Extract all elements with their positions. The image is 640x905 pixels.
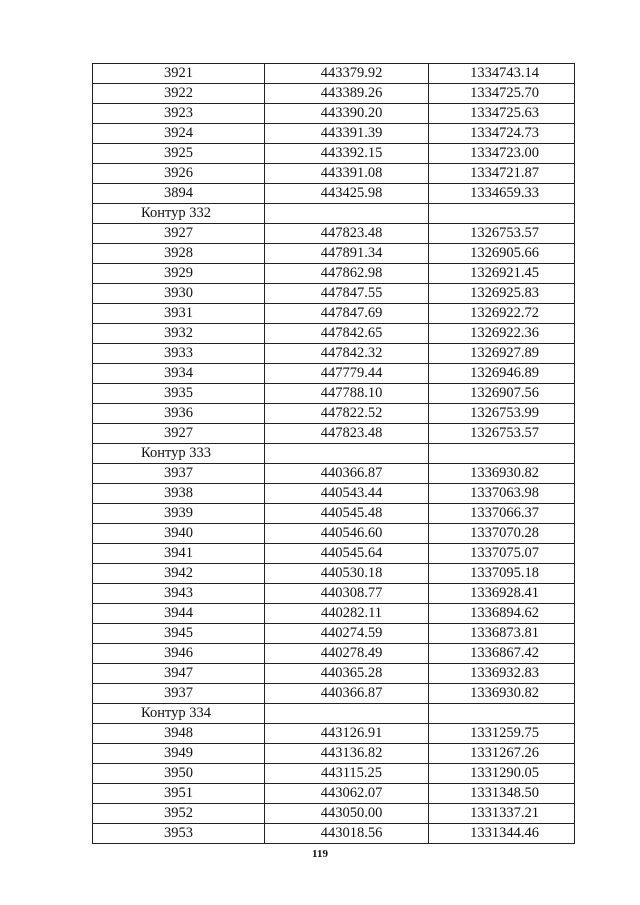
page-number: 119: [312, 848, 328, 860]
contour-header-row: [93, 204, 575, 224]
table-row: [93, 404, 575, 424]
x-coordinate-cell: 443115.25: [265, 764, 429, 784]
empty-cell: [265, 704, 429, 724]
x-coordinate-cell: 440274.59: [265, 624, 429, 644]
y-coordinate-cell: 1334725.70: [429, 84, 575, 104]
empty-cell: [429, 704, 575, 724]
y-coordinate-cell: 1336930.82: [429, 684, 575, 704]
y-coordinate-cell: 1336873.81: [429, 624, 575, 644]
y-coordinate-cell: 1326907.56: [429, 384, 575, 404]
table-row: [93, 384, 575, 404]
y-coordinate-cell: 1336932.83: [429, 664, 575, 684]
table-row: [93, 764, 575, 784]
table-row: [93, 744, 575, 764]
point-number-cell: 3926: [93, 164, 265, 184]
point-number-cell: 3894: [93, 184, 265, 204]
point-number-cell: 3922: [93, 84, 265, 104]
contour-label: Контур 332: [93, 204, 265, 224]
point-number-cell: 3949: [93, 744, 265, 764]
y-coordinate-cell: 1336930.82: [429, 464, 575, 484]
table-row: [93, 184, 575, 204]
x-coordinate-cell: 447862.98: [265, 264, 429, 284]
table-row: [93, 584, 575, 604]
y-coordinate-cell: 1336928.41: [429, 584, 575, 604]
y-coordinate-cell: 1331290.05: [429, 764, 575, 784]
point-number-cell: 3927: [93, 224, 265, 244]
point-number-cell: 3943: [93, 584, 265, 604]
y-coordinate-cell: 1334721.87: [429, 164, 575, 184]
point-number-cell: 3951: [93, 784, 265, 804]
table-row: [93, 164, 575, 184]
x-coordinate-cell: 440530.18: [265, 564, 429, 584]
y-coordinate-cell: 1331344.46: [429, 824, 575, 844]
y-coordinate-cell: 1336867.42: [429, 644, 575, 664]
x-coordinate-cell: 447823.48: [265, 224, 429, 244]
table-row: [93, 84, 575, 104]
table-row: [93, 344, 575, 364]
table-row: [93, 644, 575, 664]
point-number-cell: 3941: [93, 544, 265, 564]
coordinates-table-body: [93, 64, 575, 844]
table-row: [93, 464, 575, 484]
empty-cell: [429, 444, 575, 464]
point-number-cell: 3945: [93, 624, 265, 644]
x-coordinate-cell: 440545.64: [265, 544, 429, 564]
coordinates-table: [92, 63, 575, 844]
table-row: [93, 684, 575, 704]
x-coordinate-cell: 440366.87: [265, 464, 429, 484]
point-number-cell: 3935: [93, 384, 265, 404]
point-number-cell: 3952: [93, 804, 265, 824]
table-row: [93, 264, 575, 284]
y-coordinate-cell: 1326922.36: [429, 324, 575, 344]
empty-cell: [265, 204, 429, 224]
point-number-cell: 3932: [93, 324, 265, 344]
y-coordinate-cell: 1331337.21: [429, 804, 575, 824]
x-coordinate-cell: 447823.48: [265, 424, 429, 444]
y-coordinate-cell: 1326753.99: [429, 404, 575, 424]
y-coordinate-cell: 1334724.73: [429, 124, 575, 144]
x-coordinate-cell: 443391.39: [265, 124, 429, 144]
point-number-cell: 3930: [93, 284, 265, 304]
x-coordinate-cell: 443018.56: [265, 824, 429, 844]
point-number-cell: 3948: [93, 724, 265, 744]
table-row: [93, 144, 575, 164]
point-number-cell: 3937: [93, 684, 265, 704]
point-number-cell: 3950: [93, 764, 265, 784]
x-coordinate-cell: 443050.00: [265, 804, 429, 824]
table-row: [93, 784, 575, 804]
x-coordinate-cell: 447842.65: [265, 324, 429, 344]
x-coordinate-cell: 443390.20: [265, 104, 429, 124]
x-coordinate-cell: 447822.52: [265, 404, 429, 424]
x-coordinate-cell: 440308.77: [265, 584, 429, 604]
y-coordinate-cell: 1337066.37: [429, 504, 575, 524]
point-number-cell: 3939: [93, 504, 265, 524]
table-row: [93, 504, 575, 524]
table-row: [93, 284, 575, 304]
x-coordinate-cell: 443379.92: [265, 64, 429, 84]
table-row: [93, 604, 575, 624]
x-coordinate-cell: 440365.28: [265, 664, 429, 684]
x-coordinate-cell: 447891.34: [265, 244, 429, 264]
table-row: [93, 104, 575, 124]
point-number-cell: 3937: [93, 464, 265, 484]
point-number-cell: 3936: [93, 404, 265, 424]
point-number-cell: 3925: [93, 144, 265, 164]
contour-header-row: [93, 444, 575, 464]
y-coordinate-cell: 1326753.57: [429, 424, 575, 444]
x-coordinate-cell: 443391.08: [265, 164, 429, 184]
x-coordinate-cell: 447847.69: [265, 304, 429, 324]
table-row: [93, 804, 575, 824]
table-row: [93, 64, 575, 84]
x-coordinate-cell: 447842.32: [265, 344, 429, 364]
point-number-cell: 3946: [93, 644, 265, 664]
point-number-cell: 3938: [93, 484, 265, 504]
y-coordinate-cell: 1336894.62: [429, 604, 575, 624]
x-coordinate-cell: 443126.91: [265, 724, 429, 744]
contour-header-row: [93, 704, 575, 724]
point-number-cell: 3944: [93, 604, 265, 624]
y-coordinate-cell: 1326922.72: [429, 304, 575, 324]
table-row: [93, 624, 575, 644]
table-row: [93, 424, 575, 444]
y-coordinate-cell: 1334659.33: [429, 184, 575, 204]
y-coordinate-cell: 1326927.89: [429, 344, 575, 364]
table-row: [93, 224, 575, 244]
x-coordinate-cell: 440366.87: [265, 684, 429, 704]
x-coordinate-cell: 440546.60: [265, 524, 429, 544]
y-coordinate-cell: 1326753.57: [429, 224, 575, 244]
y-coordinate-cell: 1337095.18: [429, 564, 575, 584]
y-coordinate-cell: 1326946.89: [429, 364, 575, 384]
point-number-cell: 3942: [93, 564, 265, 584]
point-number-cell: 3953: [93, 824, 265, 844]
point-number-cell: 3924: [93, 124, 265, 144]
y-coordinate-cell: 1334723.00: [429, 144, 575, 164]
empty-cell: [429, 204, 575, 224]
table-row: [93, 524, 575, 544]
x-coordinate-cell: 443425.98: [265, 184, 429, 204]
y-coordinate-cell: 1331259.75: [429, 724, 575, 744]
y-coordinate-cell: 1337063.98: [429, 484, 575, 504]
x-coordinate-cell: 443062.07: [265, 784, 429, 804]
y-coordinate-cell: 1337070.28: [429, 524, 575, 544]
point-number-cell: 3923: [93, 104, 265, 124]
point-number-cell: 3927: [93, 424, 265, 444]
contour-label: Контур 333: [93, 444, 265, 464]
y-coordinate-cell: 1334725.63: [429, 104, 575, 124]
x-coordinate-cell: 440543.44: [265, 484, 429, 504]
table-row: [93, 324, 575, 344]
table-row: [93, 824, 575, 844]
table-row: [93, 364, 575, 384]
point-number-cell: 3940: [93, 524, 265, 544]
y-coordinate-cell: 1337075.07: [429, 544, 575, 564]
table-row: [93, 304, 575, 324]
table-row: [93, 564, 575, 584]
point-number-cell: 3933: [93, 344, 265, 364]
y-coordinate-cell: 1326905.66: [429, 244, 575, 264]
empty-cell: [265, 444, 429, 464]
table-row: [93, 724, 575, 744]
contour-label: Контур 334: [93, 704, 265, 724]
table-row: [93, 484, 575, 504]
y-coordinate-cell: 1331348.50: [429, 784, 575, 804]
y-coordinate-cell: 1334743.14: [429, 64, 575, 84]
point-number-cell: 3934: [93, 364, 265, 384]
table-row: [93, 544, 575, 564]
point-number-cell: 3929: [93, 264, 265, 284]
point-number-cell: 3928: [93, 244, 265, 264]
x-coordinate-cell: 447779.44: [265, 364, 429, 384]
x-coordinate-cell: 443389.26: [265, 84, 429, 104]
table-row: [93, 664, 575, 684]
table-row: [93, 244, 575, 264]
point-number-cell: 3931: [93, 304, 265, 324]
y-coordinate-cell: 1326921.45: [429, 264, 575, 284]
x-coordinate-cell: 443392.15: [265, 144, 429, 164]
point-number-cell: 3921: [93, 64, 265, 84]
y-coordinate-cell: 1326925.83: [429, 284, 575, 304]
point-number-cell: 3947: [93, 664, 265, 684]
table-row: [93, 124, 575, 144]
x-coordinate-cell: 440282.11: [265, 604, 429, 624]
x-coordinate-cell: 443136.82: [265, 744, 429, 764]
x-coordinate-cell: 447847.55: [265, 284, 429, 304]
x-coordinate-cell: 440278.49: [265, 644, 429, 664]
y-coordinate-cell: 1331267.26: [429, 744, 575, 764]
x-coordinate-cell: 447788.10: [265, 384, 429, 404]
x-coordinate-cell: 440545.48: [265, 504, 429, 524]
